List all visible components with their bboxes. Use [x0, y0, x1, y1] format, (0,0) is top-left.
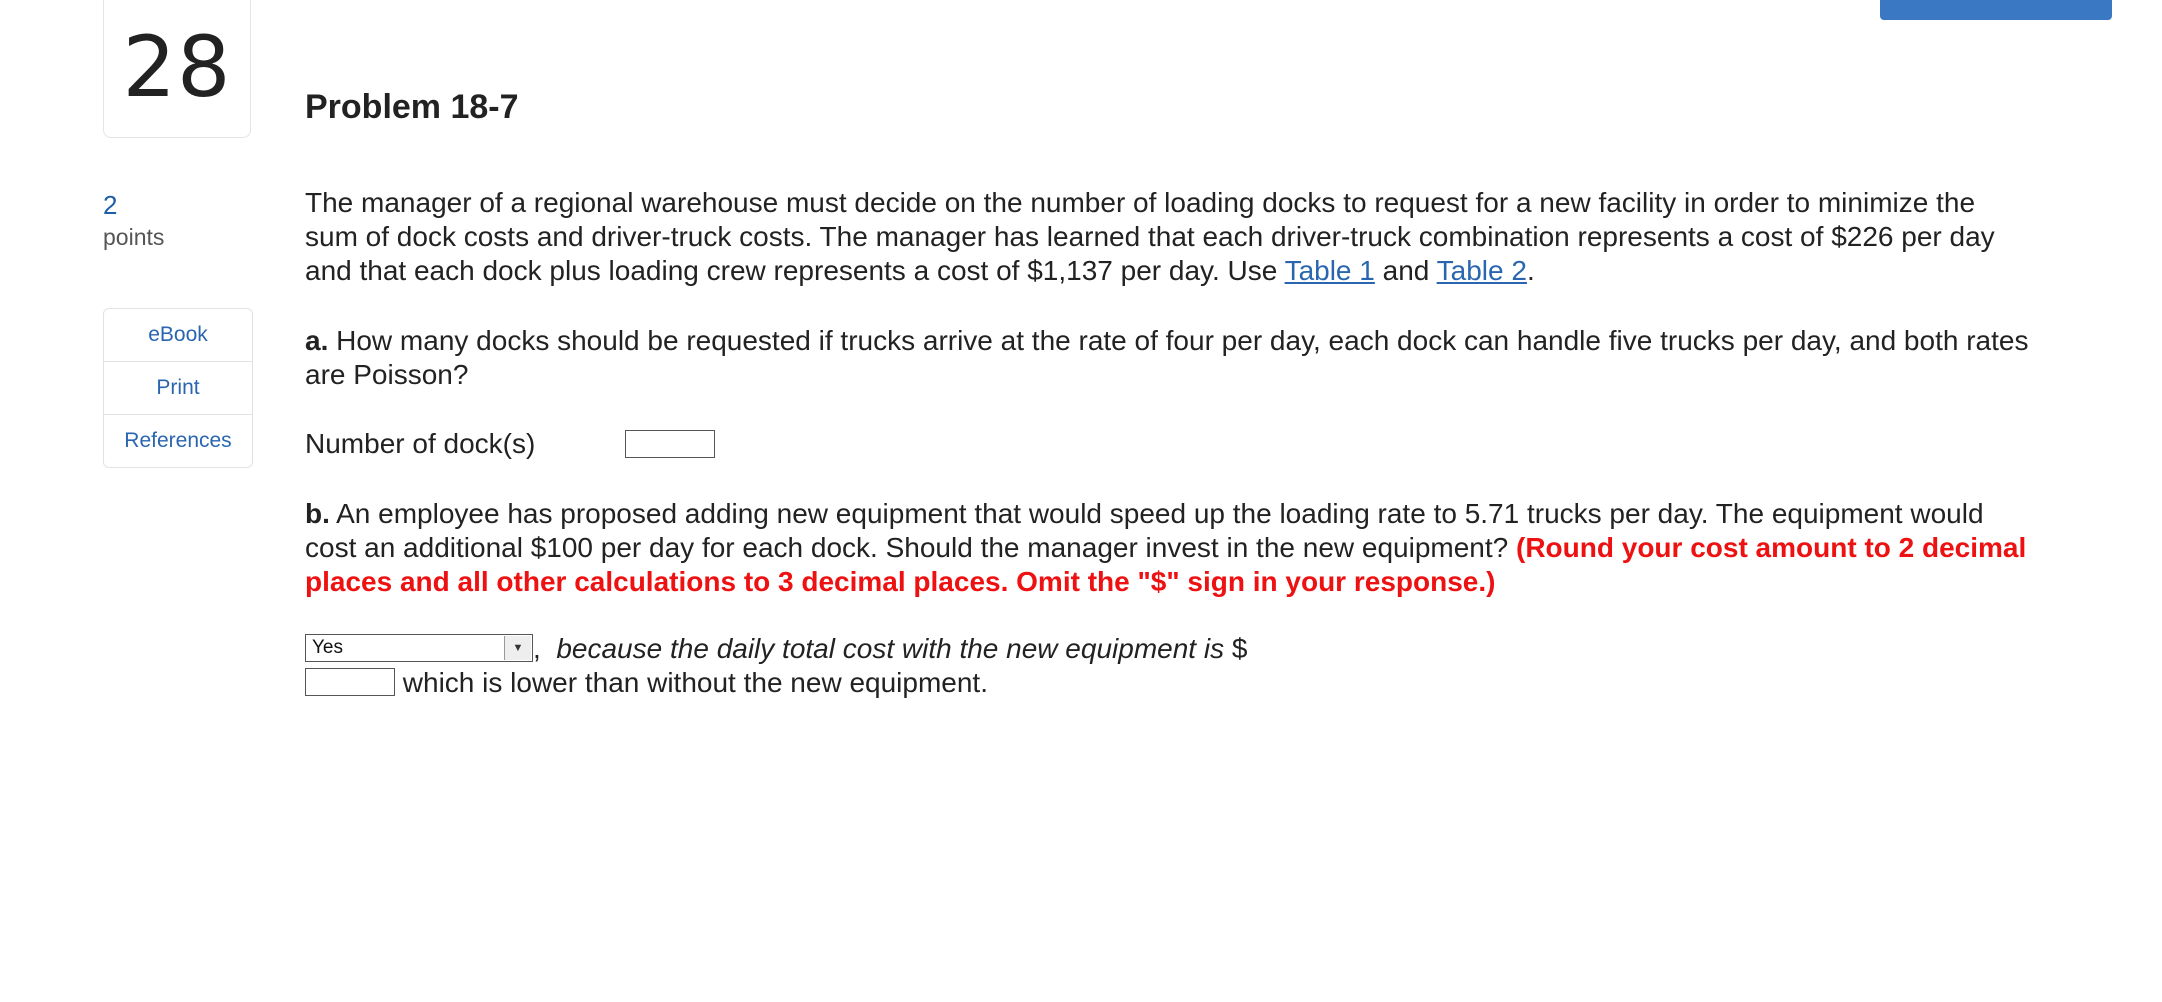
question-number: 28 — [122, 17, 232, 116]
table-2-link[interactable]: Table 2 — [1436, 255, 1527, 286]
dropdown-arrow-icon[interactable]: ▼ — [504, 636, 531, 660]
points-label: points — [103, 224, 165, 250]
decision-selected-value: Yes — [312, 636, 343, 658]
part-a-answer-row — [305, 427, 2030, 461]
decision-select[interactable] — [305, 634, 533, 662]
part-a-label: a. — [305, 325, 329, 356]
question-number-box — [103, 0, 251, 138]
table-1-link[interactable]: Table 1 — [1284, 255, 1375, 286]
top-action-button[interactable] — [1880, 0, 2112, 20]
part-b-label: b. — [305, 498, 330, 529]
resources-panel — [103, 308, 253, 468]
because-text: because the daily total cost with the new equipment is — [556, 633, 1225, 664]
docks-label: Number of dock(s) — [305, 428, 536, 459]
dollar-sign: $ — [1231, 633, 1248, 664]
part-b-text: An employee has proposed adding new equipment that would speed up the loading rate to 5.71 trucks per day. The equipment would cost an additional $100 per day for each dock. Should the manager invest in the new equipment? — [305, 498, 1984, 563]
docks-input[interactable] — [625, 430, 715, 458]
problem-intro — [305, 186, 2030, 288]
references-link[interactable]: References — [124, 429, 232, 452]
part-b-answer — [305, 632, 2030, 700]
points-value: 2 — [103, 190, 118, 220]
part-a-text: How many docks should be requested if trucks arrive at the rate of four per day, each dock can handle five trucks per day, and both rates are Poisson? — [305, 325, 2029, 390]
lower-text: which is lower than without the new equipment. — [402, 667, 988, 698]
print-link[interactable]: Print — [104, 362, 252, 415]
problem-title: Problem 18-7 — [305, 88, 519, 126]
ebook-link[interactable]: eBook — [104, 309, 252, 362]
intro-period: . — [1526, 255, 1535, 286]
part-b-question — [305, 497, 2030, 599]
part-b-instruction: (Round your cost amount to 2 decimal places and all other calculations to 3 decimal places. Omit the "$" sign in your response.) — [305, 532, 2027, 597]
answer-comma: , — [533, 633, 541, 664]
part-a-question — [305, 324, 2030, 392]
and-text: and — [1374, 255, 1437, 286]
total-cost-input[interactable] — [305, 668, 395, 696]
intro-text: The manager of a regional warehouse must decide on the number of loading docks to request for a new facility in order to minimize the sum of dock costs and driver-truck costs. The manager has learned that each driver-truck combination represents a cost of $226 per day and that each dock plus loading crew represents a cost of $1,137 per day. Use — [305, 187, 1995, 286]
